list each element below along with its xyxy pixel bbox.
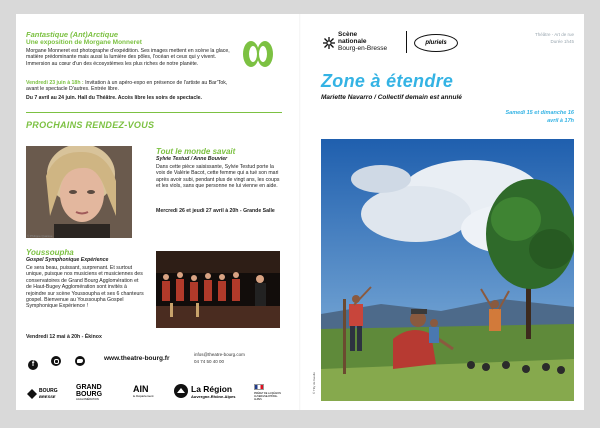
brand-name: Scène nationale Bourg-en-Bresse (338, 31, 388, 53)
logo-bourg: BOURG BRESSE (26, 386, 68, 404)
page-fold (299, 14, 301, 410)
phone-text: 04 74 50 40 00 (194, 359, 225, 364)
scene-nationale-logo (322, 36, 336, 50)
show-date-line1: Samedi 15 et dimanche 16 (505, 110, 574, 116)
brand-divider (406, 31, 407, 53)
expo-event-text: Invitation à un apéro-expo en présence de l'artiste au Bar'Tok, avant le spectacle D'autres. Entrée libre. (26, 80, 228, 93)
show1-dates: Mercredi 26 et jeudi 27 avril à 20h - Grande Salle (156, 208, 275, 214)
logo-ain: AIN le Département (133, 384, 154, 398)
program-spread: Fantastique (Ant)Arctique Une exposition de Morgane Monneret Morgane Monneret est photographe d'expédition. Ses images mettent en scène la glace, matière prédominante mais aussi la lumière des pôles, l'océan et ceux qui y vivent. Immersion au cœur d'un des écosystèmes les plus riches de notre planète. Vendredi 23 juin à 18h : Invitation à un apéro-expo en présence de l'artiste au Bar'Tok, avant le spectacle D'autres. Entrée libre. Du 7 avril au 24 juin. Hall du Théâtre. Accès libre les soirs de spectacle. PROCHAINS RENDEZ-VOUS © Philippe Quaisse Tout le monde savait Sylvie Testud / Anne Bouvier Dans cette pièce saisissante, Sylvie Testud porte la voix de Valérie Bacot, cette femme qui a tué son mari après avoir subi, pendant plus de vingt ans, les coups et les viols, sans que personne ne lui vienne en aide. Mercredi 26 et jeudi 27 avril à 20h - Grande Salle Youssoupha Gospel Symphonique Expérience Ce sera beau, puissant, surprenant. Et surtout unique, puisque nos musiciens et musiciennes des conservatoires de Grand Bourg Agglomération et de Haut-Bugey Agglomération sont invités à rejoindre sur scène Youssoupha et ses 6 chanteurs gospel. Bienvenue au Youssoupha Gospel Symphonique Expérience ! Vendredi 12 mai à 20h - Ékinox f www.theatre-bourg.fr infos@theatre-bourg.com 04 74 50 40 00 BOURG BRESSE GRAND BOURG AGGLOMÉRATION AIN le Département La Région Auvergne-Rhône-Alpes PRÉFET DE LA RÉGION AUVERGNE-RHÔNE-ALPES Scène nationale Bourg-en-Bresse pluriels Théâtre - Art de rue Durée 1h45 Zone à étendre Mariette Navarro / Collectif demain est annulé Samedi 15 et dimanche 16 avril à 17h © Tilly de Gaulle (16, 14, 584, 410)
show2-subtitle: Gospel Symphonique Expérience (26, 257, 109, 263)
show2-photo (156, 251, 280, 328)
show1-photo-credit: © Philippe Quaisse (27, 234, 53, 238)
main-photo-credit: © Tilly de Gaulle (312, 372, 316, 394)
pluriels-logo: pluriels (414, 34, 458, 52)
show2-title: Youssoupha (26, 248, 74, 257)
show-main-photo (321, 139, 574, 401)
show-date-line2: avril à 17h (547, 118, 574, 124)
logo-prefet: PRÉFET DE LA RÉGION AUVERGNE-RHÔNE-ALPES (254, 384, 284, 401)
expo-kicker: Fantastique (Ant)Arctique (26, 30, 119, 39)
twitter-icon[interactable] (75, 356, 85, 366)
show2-dates: Vendredi 12 mai à 20h - Ékinox (26, 334, 102, 340)
category-line2: Durée 1h45 (550, 39, 574, 44)
show1-title: Tout le monde savait (156, 147, 236, 156)
category-line1: Théâtre - Art de rue (534, 32, 574, 37)
social-icons (28, 353, 85, 371)
expo-body: Morgane Monneret est photographe d'expédition. Ses images mettent en scène la glace, matière prédominante mais aussi la lumière des pôles, l'océan et ceux qui y vivent. Immersion au cœur d'un des écosystèmes les plus riches de notre planète. (26, 48, 230, 67)
section-title: PROCHAINS RENDEZ-VOUS (26, 120, 155, 130)
show1-subtitle: Sylvie Testud / Anne Bouvier (156, 156, 228, 162)
show1-body: Dans cette pièce saisissante, Sylvie Testud porte la voix de Valérie Bacot, cette femme qui a tué son mari après avoir subi, pendant plus de vingt ans, les coups et les viols, sans que personne ne lui vienne en aide. (156, 164, 280, 190)
expo-event-date: Vendredi 23 juin à 18h : (26, 80, 84, 86)
show-subtitle: Mariette Navarro / Collectif demain est annulé (321, 94, 462, 101)
expo-title: Une exposition de Morgane Monneret (26, 39, 142, 46)
logo-grand-bourg: GRAND BOURG AGGLOMÉRATION (76, 384, 103, 401)
website-link[interactable]: www.theatre-bourg.fr (104, 355, 170, 362)
show2-body: Ce sera beau, puissant, surprenant. Et surtout unique, puisque nos musiciens et musiciennes des conservatoires de Grand Bourg Agglomération et de Haut-Bugey Agglomération sont invités à rejoindre sur scène Youssoupha et ses 6 chanteurs gospel. Bienvenue au Youssoupha Gospel Symphonique Expérience ! (26, 265, 144, 310)
show1-photo (26, 146, 132, 238)
email-text[interactable]: infos@theatre-bourg.com (194, 352, 245, 357)
expo-event (26, 80, 236, 93)
show-title: Zone à étendre (321, 71, 454, 91)
section-divider (26, 112, 282, 113)
instagram-icon[interactable] (51, 356, 61, 366)
expo-dates: Du 7 avril au 24 juin. Hall du Théâtre. Accès libre les soirs de spectacle. (26, 95, 202, 101)
arctique-logo (242, 40, 274, 68)
facebook-icon[interactable]: f (28, 360, 38, 370)
